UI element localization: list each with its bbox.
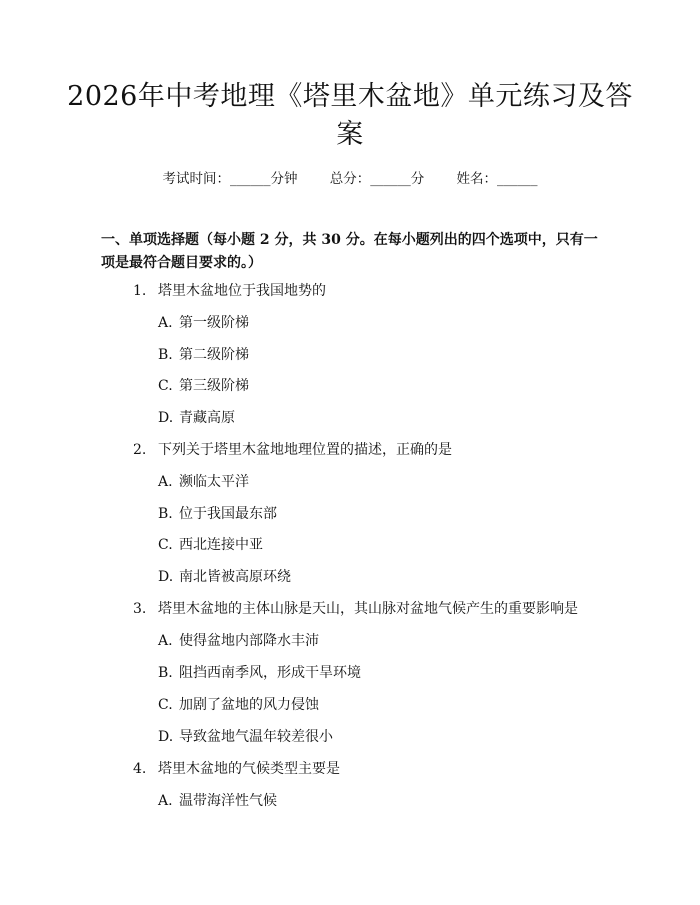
meta-name-blank: ______ <box>497 171 538 187</box>
question-4 <box>133 760 340 778</box>
question-2-option-a <box>158 473 249 491</box>
option-text: 濒临太平洋 <box>179 474 249 490</box>
option-letter: C. <box>158 697 173 713</box>
option-letter: B. <box>158 347 173 363</box>
question-1-option-c <box>158 377 249 395</box>
option-letter: A. <box>158 474 173 490</box>
option-text: 温带海洋性气候 <box>179 793 277 809</box>
meta-exam-time-unit: 分钟 <box>270 171 298 187</box>
section-heading: 一、单项选择题（每小题 2 分，共 30 分。在每小题列出的四个选项中，只有一项是最符合题目要求的。） <box>101 232 598 271</box>
option-text: 青藏高原 <box>179 410 235 426</box>
question-4-option-a <box>158 792 277 810</box>
question-number: 3. <box>133 601 147 617</box>
meta-exam-time-blank: ______ <box>229 171 271 187</box>
option-text: 使得盆地内部降水丰沛 <box>179 633 319 649</box>
question-3-option-a <box>158 632 319 650</box>
option-letter: A. <box>158 633 173 649</box>
question-number: 4. <box>133 761 147 777</box>
question-text: 塔里木盆地位于我国地势的 <box>158 283 326 299</box>
meta-exam-time-label: 考试时间： <box>162 171 230 187</box>
option-letter: B. <box>158 506 173 522</box>
question-number: 2. <box>133 442 147 458</box>
question-2 <box>133 441 452 459</box>
question-3-option-c <box>158 696 319 714</box>
question-2-option-c <box>158 536 263 554</box>
option-text: 第二级阶梯 <box>179 347 249 363</box>
meta-total-score-unit: 分 <box>410 171 425 187</box>
option-letter: D. <box>158 410 174 426</box>
option-letter: C. <box>158 378 173 394</box>
option-letter: A. <box>158 793 173 809</box>
meta-total-score-blank: ______ <box>370 171 411 187</box>
question-text: 下列关于塔里木盆地地理位置的描述，正确的是 <box>158 442 452 458</box>
question-2-option-d <box>158 568 291 586</box>
option-letter: B. <box>158 665 173 681</box>
question-1 <box>133 282 326 300</box>
question-3 <box>133 600 578 618</box>
question-1-option-b <box>158 346 249 364</box>
option-letter: D. <box>158 569 174 585</box>
option-text: 加剧了盆地的风力侵蚀 <box>179 697 319 713</box>
question-text: 塔里木盆地的气候类型主要是 <box>158 761 340 777</box>
meta-total-score-label: 总分： <box>329 171 371 187</box>
question-number: 1. <box>133 283 147 299</box>
meta-total-score <box>330 170 425 188</box>
question-1-option-a <box>158 314 249 332</box>
option-text: 第一级阶梯 <box>179 315 249 331</box>
meta-name <box>457 170 538 188</box>
question-text: 塔里木盆地的主体山脉是天山，其山脉对盆地气候产生的重要影响是 <box>158 601 578 617</box>
option-text: 导致盆地气温年较差很小 <box>179 729 333 745</box>
option-letter: A. <box>158 315 173 331</box>
option-letter: D. <box>158 729 174 745</box>
question-3-option-b <box>158 664 361 682</box>
option-text: 南北皆被高原环绕 <box>179 569 291 585</box>
document-title: 2026年中考地理《塔里木盆地》单元练习及答案 <box>67 81 633 150</box>
question-3-option-d <box>158 728 333 746</box>
option-text: 第三级阶梯 <box>179 378 249 394</box>
meta-name-label: 姓名： <box>456 171 498 187</box>
option-letter: C. <box>158 537 173 553</box>
question-2-option-b <box>158 505 277 523</box>
exam-meta <box>0 170 700 188</box>
option-text: 阻挡西南季风，形成干旱环境 <box>179 665 361 681</box>
question-1-option-d <box>158 409 235 427</box>
option-text: 西北连接中亚 <box>179 537 263 553</box>
meta-exam-time <box>162 170 297 188</box>
option-text: 位于我国最东部 <box>179 506 277 522</box>
